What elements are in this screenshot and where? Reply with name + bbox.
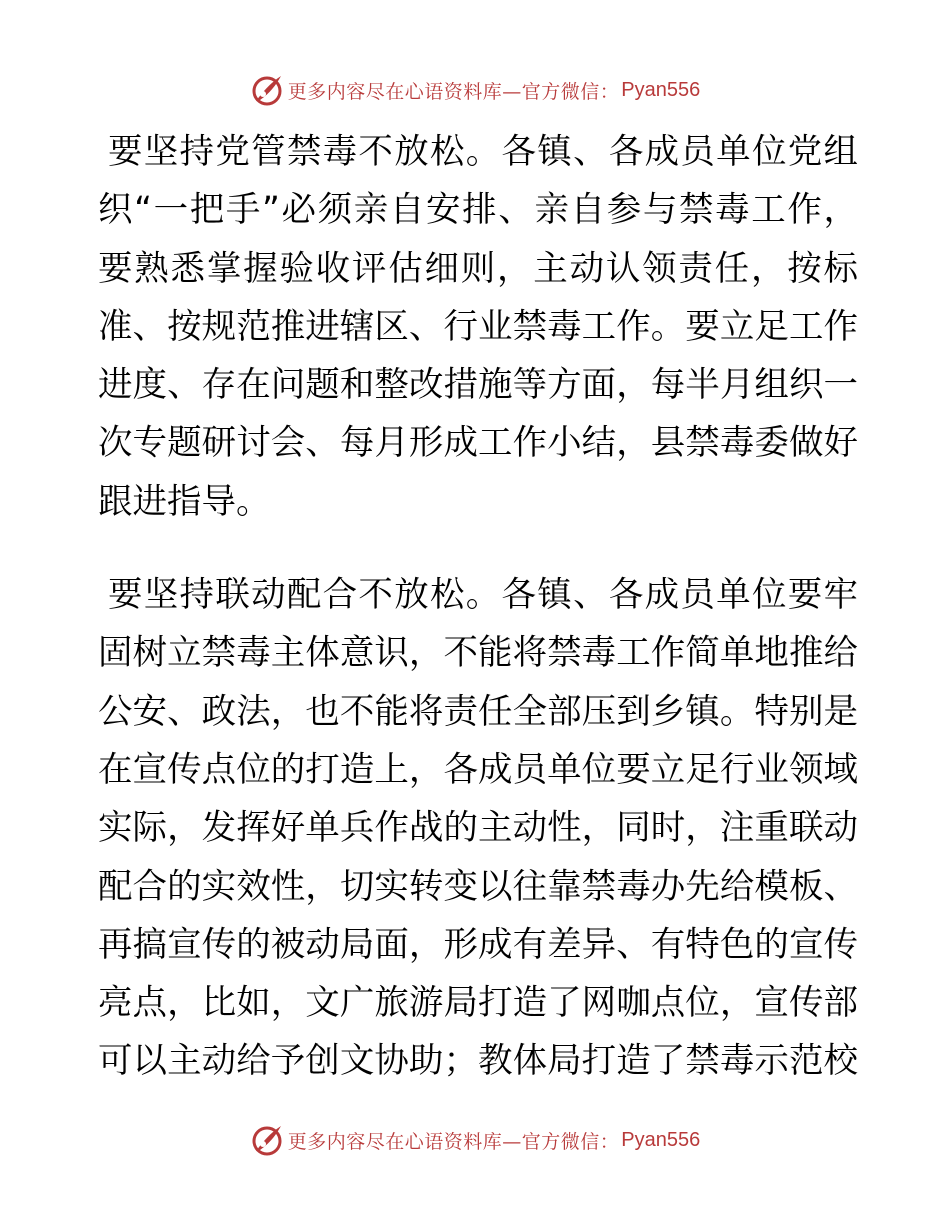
feather-logo-icon	[250, 73, 284, 107]
text-line: 配合的实效性，切实转变以往靠禁毒办先给模板、	[98, 866, 858, 907]
text-line: 实际，发挥好单兵作战的主动性，同时，注重联动	[98, 808, 858, 849]
header-banner-account: Pyan556	[621, 78, 701, 101]
paragraph-2	[98, 566, 858, 1091]
footer-banner-text: 更多内容尽在心语资料库—官方微信：	[287, 1130, 620, 1153]
text-line: 亮点，比如，文广旅游局打造了网咖点位，宣传部	[98, 983, 858, 1024]
text-line: 次专题研讨会、每月形成工作小结，县禁毒委做好	[98, 423, 858, 464]
text-line: 固树立禁毒主体意识，不能将禁毒工作简单地推给	[98, 633, 858, 674]
text-line: 准、按规范推进辖区、行业禁毒工作。要立足工作	[98, 306, 858, 347]
footer-banner	[0, 1120, 950, 1160]
header-banner-text: 更多内容尽在心语资料库—官方微信：	[287, 80, 620, 103]
text-line: 可以主动给予创文协助；教体局打造了禁毒示范校	[98, 1041, 858, 1082]
text-line: 在宣传点位的打造上，各成员单位要立足行业领域	[98, 749, 858, 790]
text-line: 织“一把手”必须亲自安排、亲自参与禁毒工作，	[98, 190, 858, 231]
text-line: 要熟悉掌握验收评估细则，主动认领责任，按标	[98, 248, 858, 289]
text-line: 要坚持联动配合不放松。各镇、各成员单位要牢	[108, 575, 858, 616]
header-banner	[0, 70, 950, 110]
text-line: 进度、存在问题和整改措施等方面，每半月组织一	[98, 365, 858, 406]
text-line: 跟进指导。	[98, 481, 271, 522]
footer-banner-account: Pyan556	[621, 1128, 701, 1151]
text-line: 要坚持党管禁毒不放松。各镇、各成员单位党组	[108, 132, 858, 172]
text-line: 公安、政法，也不能将责任全部压到乡镇。特别是	[98, 691, 858, 732]
text-line: 再搞宣传的被动局面，形成有差异、有特色的宣传	[98, 924, 858, 965]
document-body	[98, 123, 858, 1091]
paragraph-1	[98, 123, 858, 531]
feather-logo-icon	[250, 1123, 284, 1157]
